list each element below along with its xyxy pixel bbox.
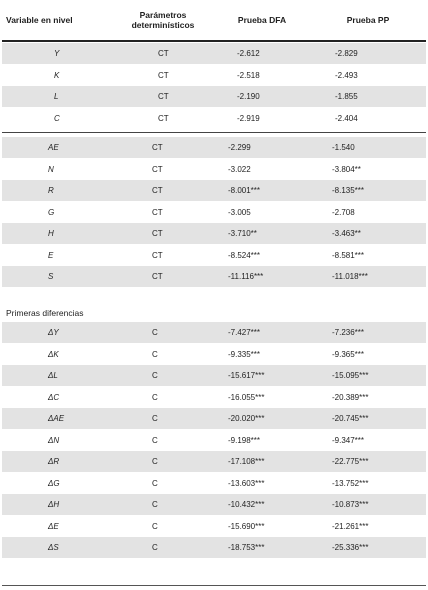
header-variable: Variable en nivel: [6, 15, 73, 25]
row-dfa-value: -3.022: [228, 164, 251, 174]
row-parameter: CT: [152, 186, 163, 195]
row-variable: ΔY: [48, 328, 59, 337]
row-parameter: CT: [158, 70, 169, 80]
row-dfa-value: -9.335***: [228, 349, 261, 359]
bottom-rule: [2, 585, 426, 586]
row-pp-value: -2.404: [335, 113, 358, 123]
table-row: [2, 65, 426, 86]
row-variable: S: [48, 272, 54, 281]
row-pp-value: -9.365***: [332, 349, 365, 359]
row-pp-value: -2.708: [332, 207, 355, 217]
row-pp-value: -13.752***: [332, 478, 369, 488]
table-row: [2, 451, 426, 472]
row-pp-value: -22.775***: [332, 457, 369, 466]
table-row: [2, 473, 426, 494]
table-row: [2, 43, 426, 64]
row-pp-value: -3.463**: [332, 229, 361, 238]
row-pp-value: -20.389***: [332, 392, 369, 402]
row-variable: ΔC: [48, 392, 60, 402]
row-dfa-value: -8.524***: [228, 250, 261, 260]
table-row: [2, 223, 426, 244]
row-parameter: C: [152, 457, 158, 466]
row-pp-value: -9.347***: [332, 435, 365, 445]
table-row: [2, 322, 426, 343]
row-parameter: C: [152, 328, 158, 337]
row-pp-value: -10.873***: [332, 500, 369, 509]
row-variable: L: [54, 92, 59, 101]
row-dfa-value: -3.710**: [228, 229, 257, 238]
row-variable: K: [54, 70, 60, 80]
header-rule: [2, 40, 426, 42]
row-parameter: C: [152, 500, 158, 509]
table-row: [2, 494, 426, 515]
table-row: [2, 108, 426, 129]
row-pp-value: -1.855: [335, 92, 358, 101]
row-variable: C: [54, 113, 60, 123]
row-parameter: C: [152, 371, 158, 380]
row-parameter: CT: [158, 92, 169, 101]
row-dfa-value: -16.055***: [228, 392, 265, 402]
table-row: [2, 387, 426, 408]
row-dfa-value: -2.190: [237, 92, 260, 101]
row-dfa-value: -9.198***: [228, 435, 261, 445]
row-dfa-value: -2.612: [237, 49, 260, 58]
row-parameter: CT: [152, 207, 163, 217]
row-pp-value: -1.540: [332, 143, 355, 152]
table-row: [2, 266, 426, 287]
header-pp: Prueba PP: [346, 15, 390, 25]
row-parameter: CT: [158, 113, 169, 123]
table-row: [2, 344, 426, 365]
row-dfa-value: -15.617***: [228, 371, 265, 380]
row-variable: ΔR: [48, 457, 60, 466]
table-row: [2, 537, 426, 558]
row-dfa-value: -10.432***: [228, 500, 265, 509]
group-divider: [2, 132, 426, 133]
table-row: [2, 408, 426, 429]
row-variable: G: [48, 207, 55, 217]
row-dfa-value: -13.603***: [228, 478, 265, 488]
row-pp-value: -20.745***: [332, 414, 369, 423]
row-variable: ΔN: [48, 435, 60, 445]
row-pp-value: -2.829: [335, 49, 358, 58]
header-parameters: Parámetros determinísticos: [131, 10, 195, 30]
table-row: [2, 365, 426, 386]
table-row: [2, 245, 426, 266]
table-row: [2, 516, 426, 537]
row-parameter: C: [152, 478, 158, 488]
row-parameter: CT: [152, 272, 163, 281]
row-parameter: C: [152, 521, 158, 531]
row-variable: H: [48, 229, 54, 238]
row-dfa-value: -15.690***: [228, 521, 265, 531]
row-parameter: CT: [152, 229, 163, 238]
row-variable: ΔS: [48, 543, 59, 552]
row-variable: ΔL: [48, 371, 58, 380]
row-dfa-value: -11.116***: [228, 272, 264, 281]
row-parameter: C: [152, 392, 158, 402]
table-header: [0, 0, 428, 40]
row-variable: R: [48, 186, 54, 195]
row-variable: ΔK: [48, 349, 59, 359]
row-dfa-value: -2.299: [228, 143, 251, 152]
row-parameter: CT: [158, 49, 169, 58]
row-variable: AE: [48, 143, 59, 152]
row-variable: E: [48, 250, 54, 260]
row-variable: ΔE: [48, 521, 59, 531]
row-parameter: CT: [152, 250, 163, 260]
row-dfa-value: -8.001***: [228, 186, 261, 195]
table-row: [2, 430, 426, 451]
row-variable: N: [48, 164, 54, 174]
row-dfa-value: -2.919: [237, 113, 260, 123]
row-dfa-value: -7.427***: [228, 328, 261, 337]
row-pp-value: -8.135***: [332, 186, 365, 195]
row-dfa-value: -17.108***: [228, 457, 265, 466]
row-variable: ΔAE: [48, 414, 65, 423]
table-row: [2, 86, 426, 107]
row-parameter: C: [152, 349, 158, 359]
row-variable: Y: [54, 49, 60, 58]
row-pp-value: -8.581***: [332, 250, 365, 260]
row-parameter: C: [152, 414, 158, 423]
row-parameter: CT: [152, 164, 163, 174]
table-row: [2, 137, 426, 158]
row-dfa-value: -3.005: [228, 207, 251, 217]
row-pp-value: -25.336***: [332, 543, 369, 552]
row-variable: ΔG: [48, 478, 60, 488]
row-dfa-value: -20.020***: [228, 414, 265, 423]
row-pp-value: -2.493: [335, 70, 358, 80]
row-pp-value: -11.018***: [332, 272, 368, 281]
row-pp-value: -3.804**: [332, 164, 361, 174]
table-row: [2, 180, 426, 201]
header-dfa: Prueba DFA: [237, 15, 287, 25]
row-pp-value: -7.236***: [332, 328, 365, 337]
row-parameter: C: [152, 543, 158, 552]
row-dfa-value: -2.518: [237, 70, 260, 80]
row-dfa-value: -18.753***: [228, 543, 265, 552]
row-parameter: C: [152, 435, 158, 445]
row-pp-value: -15.095***: [332, 371, 369, 380]
table-row: [2, 159, 426, 180]
row-parameter: CT: [152, 143, 163, 152]
section-label-differences: Primeras diferencias: [6, 308, 84, 318]
table-row: [2, 202, 426, 223]
row-variable: ΔH: [48, 500, 60, 509]
row-pp-value: -21.261***: [332, 521, 369, 531]
